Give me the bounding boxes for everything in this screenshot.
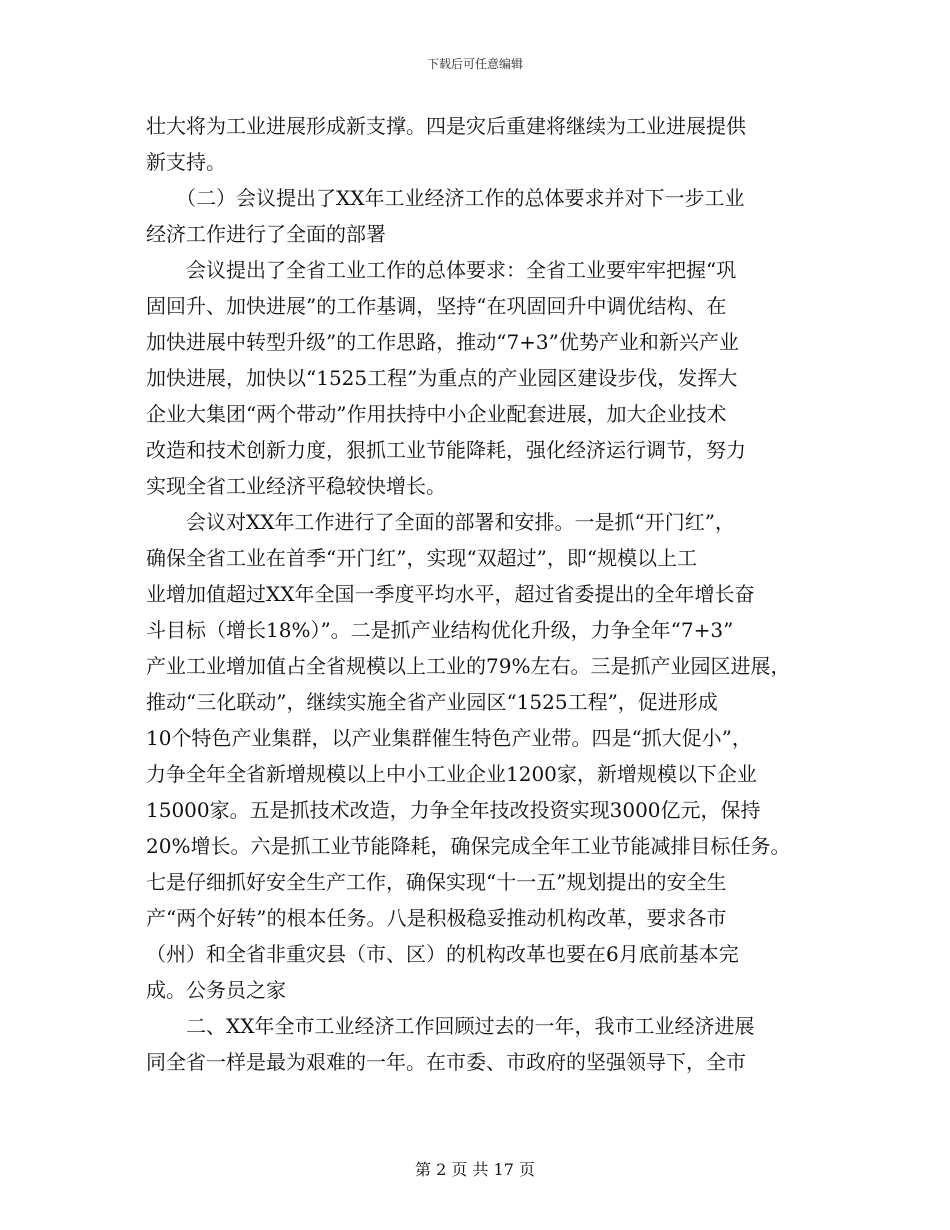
- text-line: 同全省一样是最为艰难的一年。在市委、市政府的坚强领导下，全市: [146, 1050, 746, 1074]
- section-heading: 经济工作进行了全面的部署: [146, 222, 386, 246]
- text-line: 改造和技术创新力度，狠抓工业节能降耗，强化经济运行调节，努力: [146, 438, 746, 462]
- text-line: 加快进展中转型升级”的工作思路，推动“7+3”优势产业和新兴产业: [146, 330, 739, 354]
- page-number-footer: 第 2 页 共 17 页: [415, 1160, 535, 1179]
- text-line: （州）和全省非重灾县（市、区）的机构改革也要在6月底前基本完: [146, 942, 739, 966]
- text-line: 推动“三化联动”，继续实施全省产业园区“1525工程”，促进形成: [146, 690, 718, 714]
- text-line: 力争全年全省新增规模以上中小工业企业1200家，新增规模以下企业: [146, 762, 757, 786]
- text-line: 会议对XX年工作进行了全面的部署和安排。一是抓“开门红”，: [146, 510, 735, 534]
- text-line: 加快进展，加快以“1525工程”为重点的产业园区建设步伐，发挥大: [146, 366, 738, 390]
- text-line: 实现全省工业经济平稳较快增长。: [146, 474, 446, 498]
- text-line: 会议提出了全省工业工作的总体要求：全省工业要牢牢把握“巩: [146, 258, 737, 282]
- text-line: 10个特色产业集群，以产业集群催生特色产业带。四是“抓大促小”，: [146, 726, 752, 750]
- text-line: 15000家。五是抓技术改造，力争全年技改投资实现3000亿元，保持: [146, 798, 761, 822]
- text-line: 斗目标（增长18%）”。二是抓产业结构优化升级，力争全年“7+3”: [146, 618, 734, 642]
- text-line: 业增加值超过XX年全国一季度平均水平，超过省委提出的全年增长奋: [146, 582, 755, 606]
- section-heading: （二）会议提出了XX年工业经济工作的总体要求并对下一步工业: [146, 186, 745, 210]
- text-line: 企业大集团“两个带动”作用扶持中小企业配套进展，加大企业技术: [146, 402, 727, 426]
- text-line: 七是仔细抓好安全生产工作，确保实现“十一五”规划提出的安全生: [146, 870, 727, 894]
- text-line: 壮大将为工业进展形成新支撑。四是灾后重建将继续为工业进展提供: [146, 114, 746, 138]
- text-line: 20%增长。六是抓工业节能降耗，确保完成全年工业节能减排目标任务。: [146, 834, 791, 858]
- text-line: 固回升、加快进展”的工作基调，坚持“在巩固回升中调优结构、在: [146, 294, 727, 318]
- page-header: 下载后可任意编辑: [426, 57, 523, 71]
- text-line: 新支持。: [146, 150, 226, 174]
- text-line: 确保全省工业在首季“开门红”，实现“双超过”，即“规模以上工: [146, 546, 698, 570]
- text-line: 成。公务员之家: [146, 978, 286, 1002]
- text-line: 产“两个好转”的根本任务。八是积极稳妥推动机构改革，要求各市: [146, 906, 727, 930]
- document-body: [146, 108, 826, 1080]
- text-line: 产业工业增加值占全省规模以上工业的79%左右。三是抓产业园区进展，: [146, 654, 791, 678]
- text-line: 二、XX年全市工业经济工作回顾过去的一年，我市工业经济进展: [146, 1014, 755, 1038]
